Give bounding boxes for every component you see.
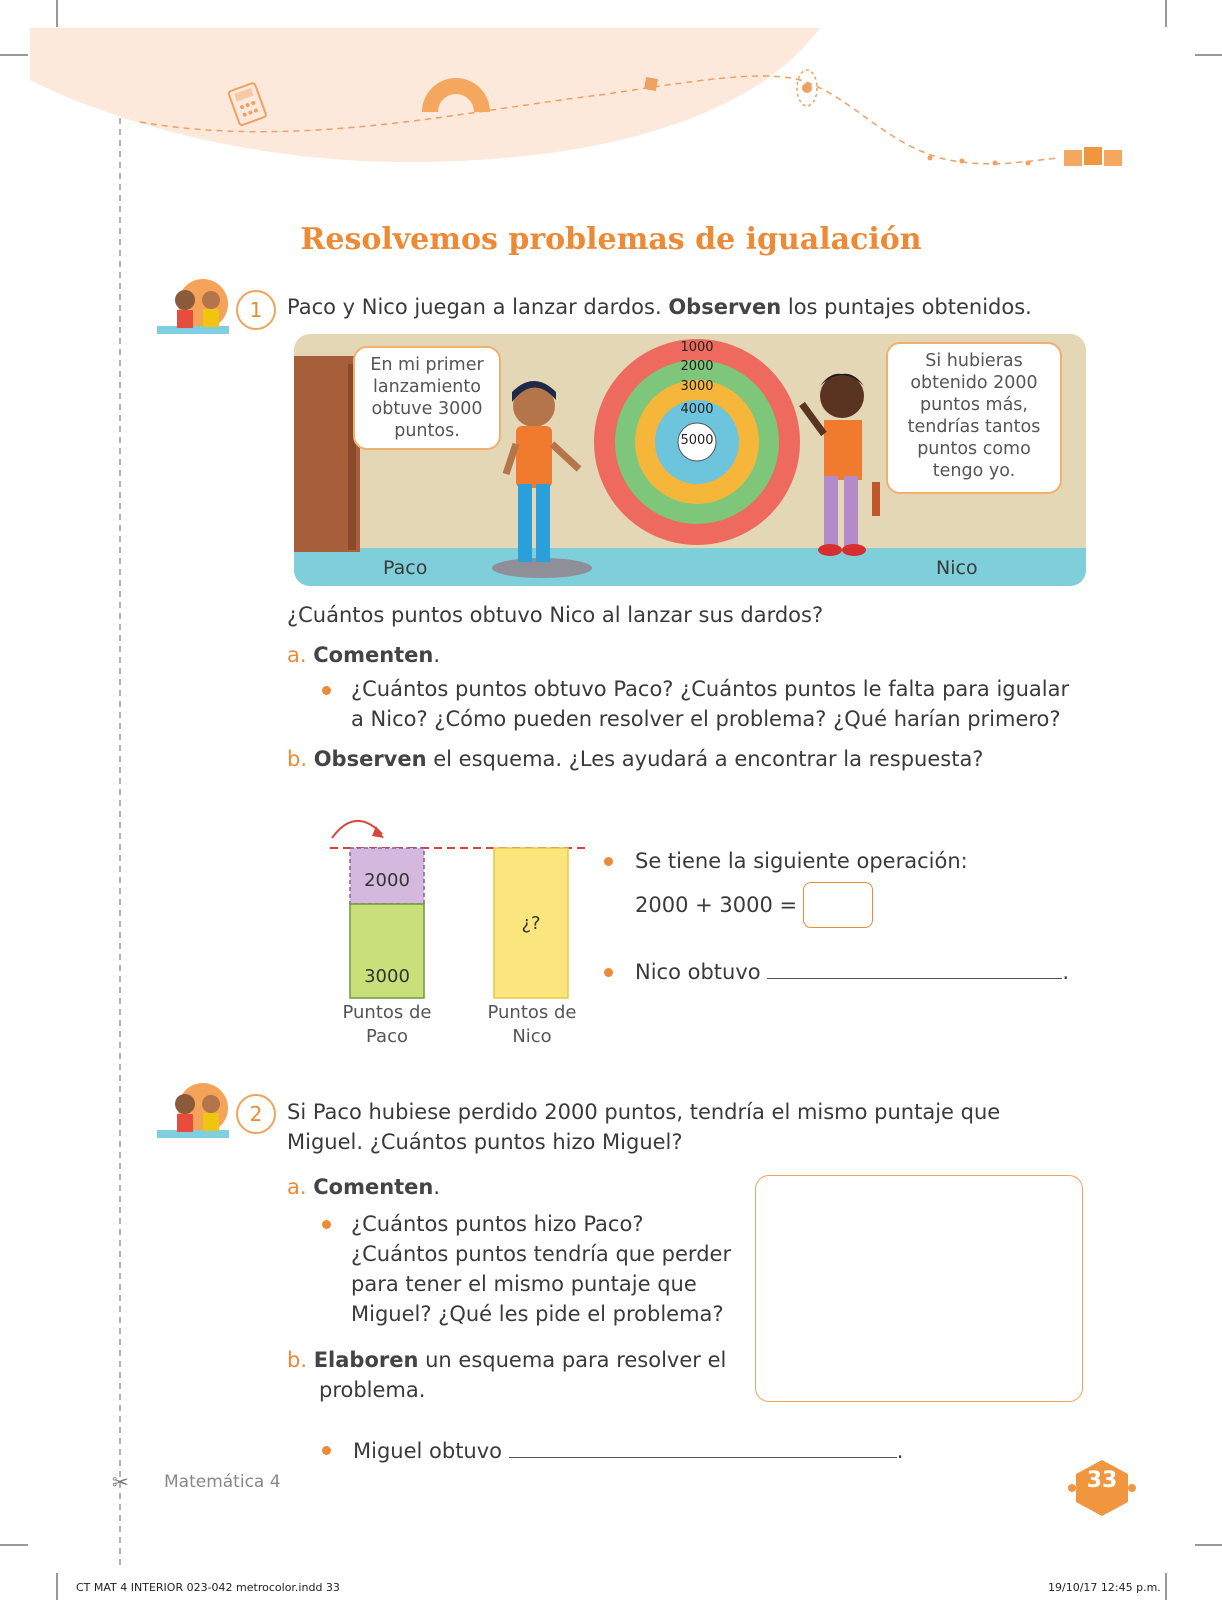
bullet-dot bbox=[322, 1446, 331, 1455]
q1-question: ¿Cuántos puntos obtuvo Nico al lanzar sus dardos? bbox=[287, 603, 824, 627]
nico-unknown-value: ¿? bbox=[521, 913, 541, 934]
bullet-dot bbox=[322, 686, 331, 695]
bullet-dot bbox=[322, 1220, 331, 1229]
nico-answer-line: Nico obtuvo . bbox=[635, 956, 1069, 987]
page-title: Resolvemos problemas de igualación bbox=[300, 222, 922, 257]
ring-label-5000: 5000 bbox=[680, 433, 714, 448]
paco-speech-bubble: En mi primer lanzamiento obtuve 3000 puntos. bbox=[353, 346, 501, 450]
q2-line-1: Si Paco hubiese perdido 2000 puntos, tendría el mismo puntaje que bbox=[287, 1100, 1001, 1124]
ring-label-4000: 4000 bbox=[680, 402, 714, 417]
nico-speech-bubble: Si hubieras obtenido 2000 puntos más, tendrías tantos puntos como tengo yo. bbox=[886, 342, 1062, 494]
q1-a-item: a. Comenten. bbox=[287, 643, 441, 667]
bullet-dot bbox=[604, 857, 613, 866]
header-decoration bbox=[0, 0, 1222, 200]
q2-bullet-line-2: ¿Cuántos puntos tendría que perder bbox=[351, 1242, 732, 1266]
nico-caption: Puntos de Nico bbox=[487, 1002, 577, 1047]
paco-value: 3000 bbox=[364, 966, 410, 987]
q2-bullet-line-4: Miguel? ¿Qué les pide el problema? bbox=[351, 1302, 724, 1326]
q2-line-2: Miguel. ¿Cuántos puntos hizo Miguel? bbox=[287, 1130, 683, 1154]
operation: 2000 + 3000 = bbox=[635, 893, 798, 917]
miguel-answer-line: Miguel obtuvo . bbox=[353, 1435, 903, 1466]
students-icon bbox=[155, 278, 233, 340]
q1-b-item: b. Observen el esquema. ¿Les ayudará a encontrar la respuesta? bbox=[287, 747, 984, 771]
ring-label-1000: 1000 bbox=[680, 340, 714, 355]
paco-extra-value: 2000 bbox=[364, 870, 410, 891]
page-number: 33 bbox=[1086, 1468, 1118, 1493]
q1-intro: Paco y Nico juegan a lanzar dardos. Observen los puntajes obtenidos. bbox=[287, 295, 1032, 319]
bullet-dot bbox=[604, 968, 613, 977]
cubes-icon bbox=[1064, 147, 1122, 166]
ring-label-2000: 2000 bbox=[680, 359, 714, 374]
q2-bullet-line-3: para tener el mismo puntaje que bbox=[351, 1272, 697, 1296]
answer-box[interactable] bbox=[803, 882, 873, 928]
q2-b-line-2: problema. bbox=[319, 1378, 426, 1402]
ring-label-3000: 3000 bbox=[680, 379, 714, 394]
q2-b-item: b. Elaboren un esquema para resolver el bbox=[287, 1348, 727, 1372]
q2-bullet-line-1: ¿Cuántos puntos hizo Paco? bbox=[351, 1212, 644, 1236]
book-title: Matemática 4 bbox=[164, 1472, 281, 1492]
paco-label: Paco bbox=[383, 557, 428, 579]
paco-caption: Puntos de Paco bbox=[342, 1002, 432, 1047]
nico-answer-blank[interactable] bbox=[767, 956, 1062, 979]
q2-a-item: a. Comenten. bbox=[287, 1175, 441, 1199]
print-slug-left: CT MAT 4 INTERIOR 023-042 metrocolor.indd 33 bbox=[76, 1581, 340, 1594]
q1-a-bullet-line-1: ¿Cuántos puntos obtuvo Paco? ¿Cuántos puntos le falta para igualar bbox=[351, 677, 1070, 701]
operation-label: Se tiene la siguiente operación: bbox=[635, 849, 968, 873]
students-icon bbox=[155, 1082, 233, 1144]
scissors-icon: ✂ bbox=[112, 1470, 129, 1494]
scheme-answer-box[interactable] bbox=[755, 1175, 1083, 1402]
question-number-2: 2 bbox=[236, 1094, 276, 1134]
miguel-answer-blank[interactable] bbox=[509, 1435, 897, 1458]
question-number-1: 1 bbox=[236, 290, 276, 330]
print-slug-right: 19/10/17 12:45 p.m. bbox=[1048, 1581, 1161, 1594]
q1-a-bullet-line-2: a Nico? ¿Cómo pueden resolver el problema? ¿Qué harían primero? bbox=[351, 707, 1061, 731]
nico-label: Nico bbox=[936, 557, 978, 579]
